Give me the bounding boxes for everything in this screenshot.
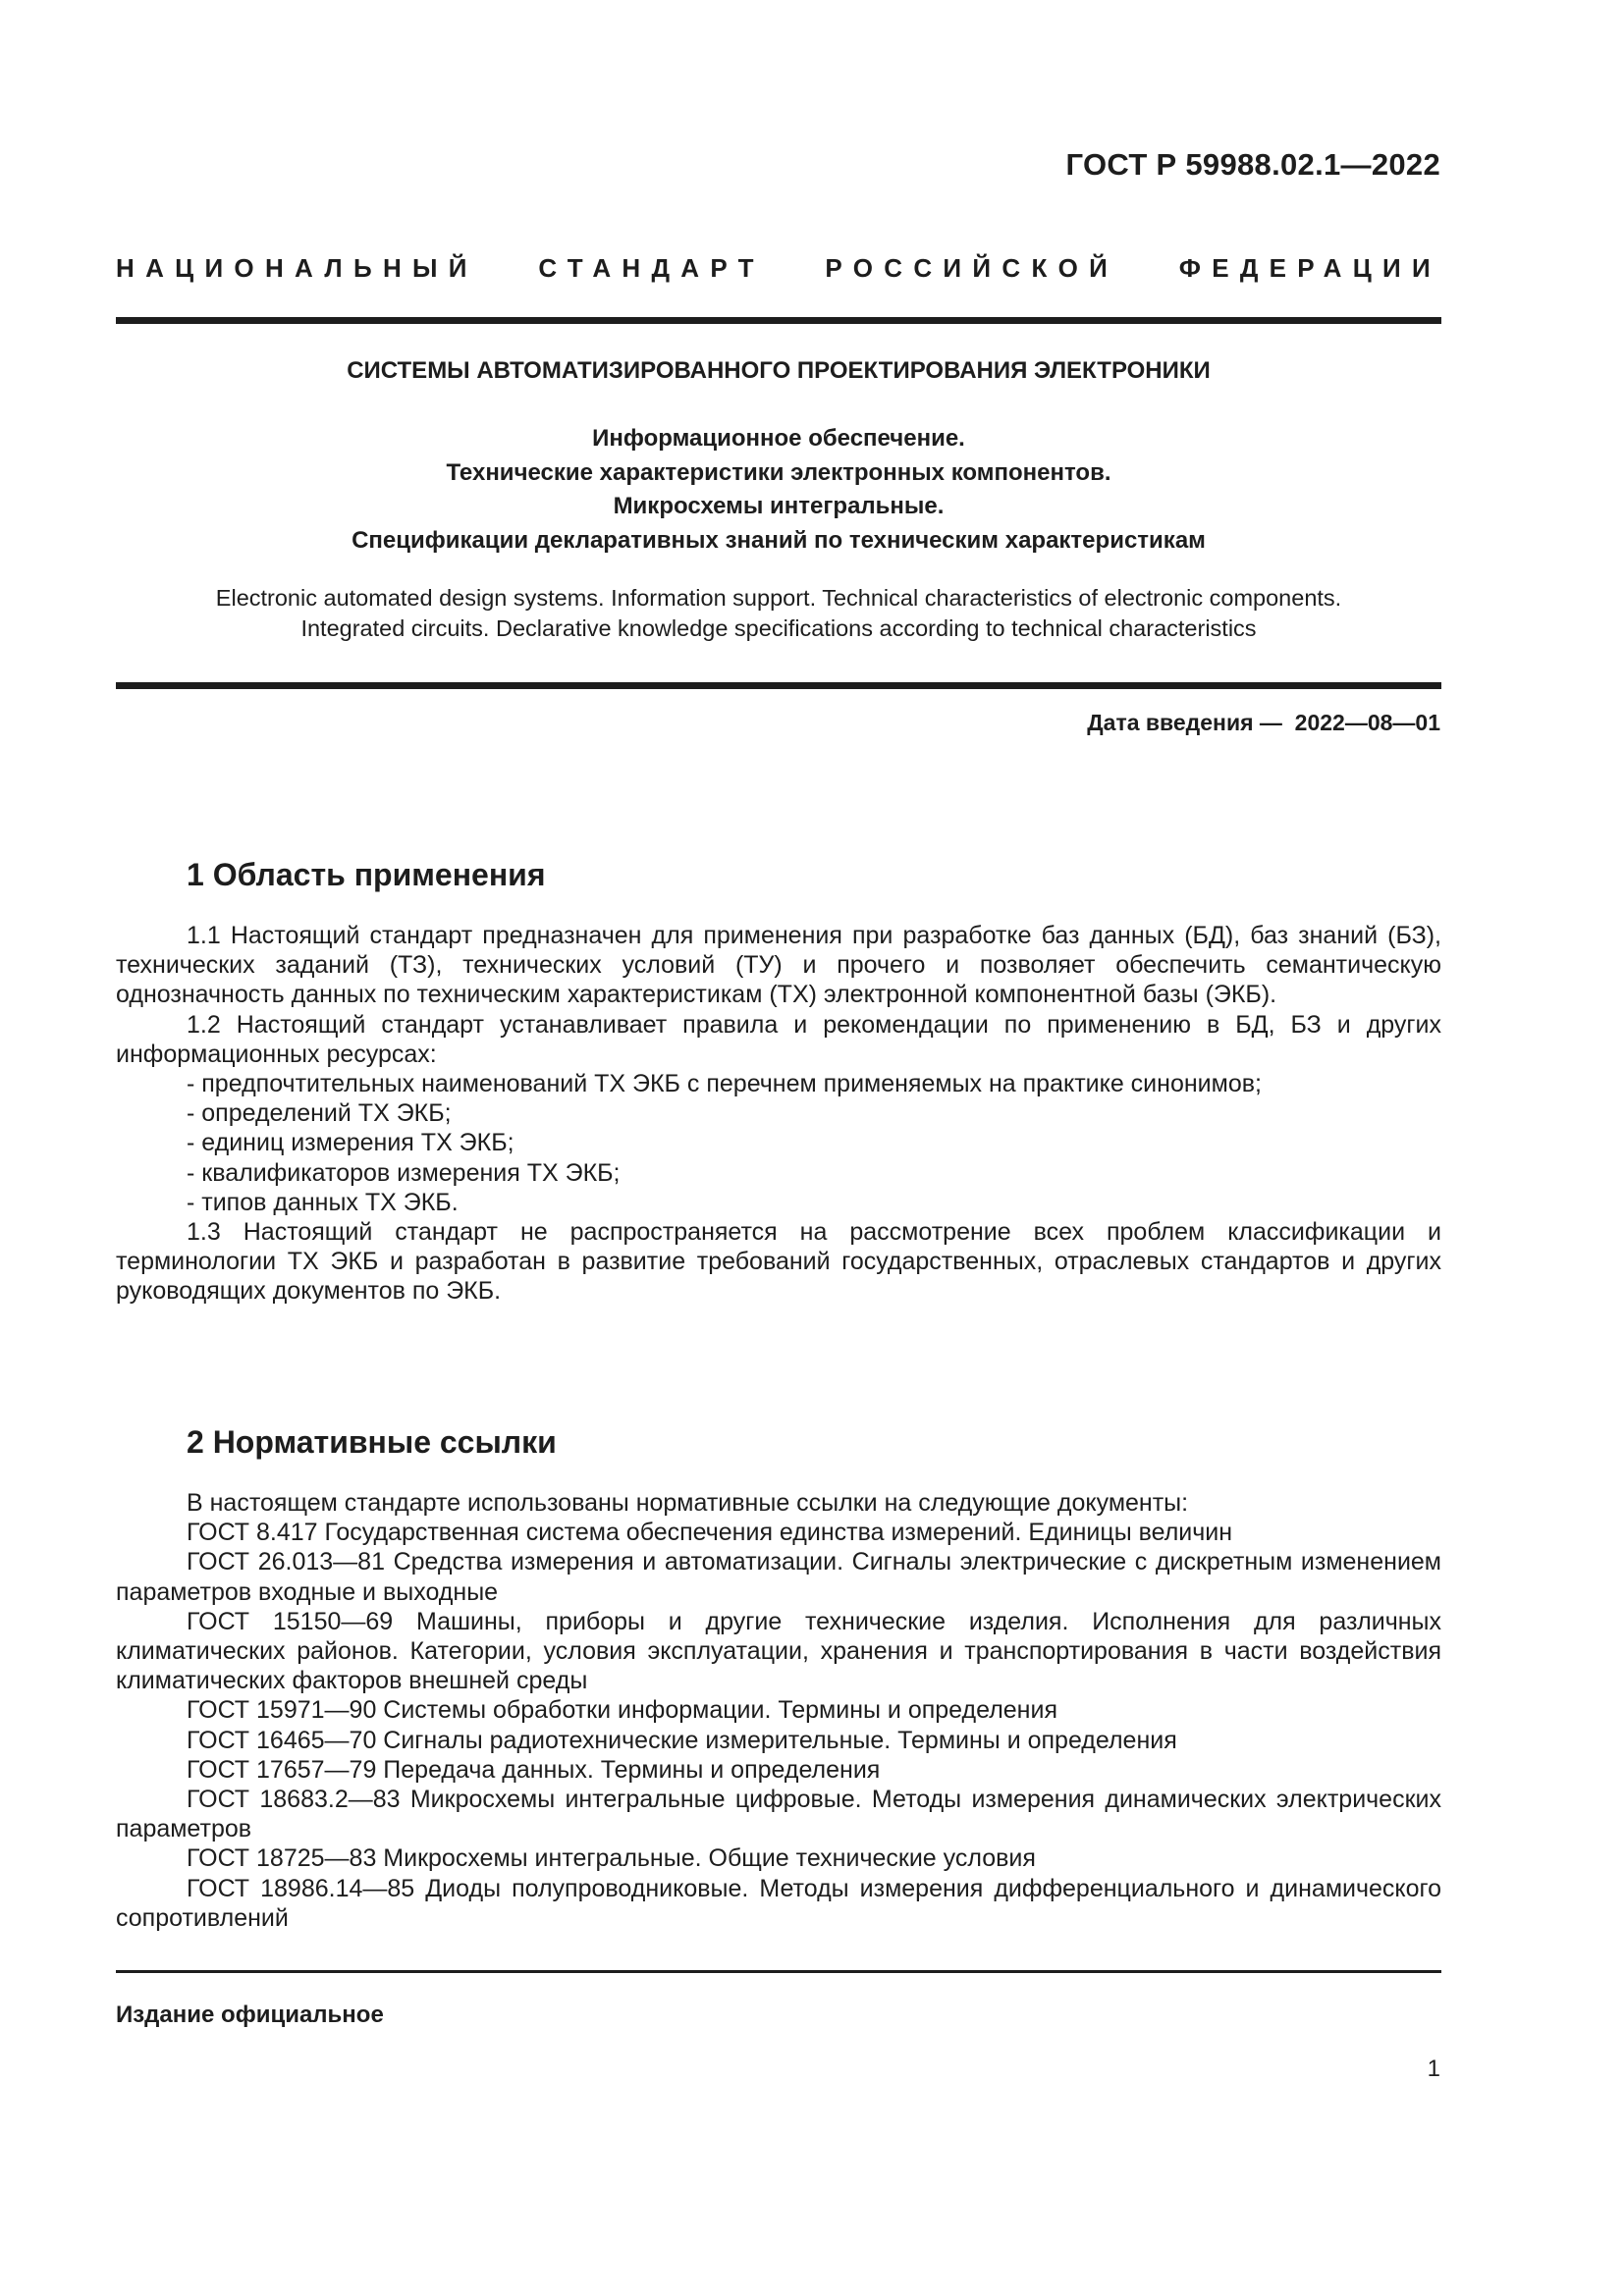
document-title: СИСТЕМЫ АВТОМАТИЗИРОВАННОГО ПРОЕКТИРОВАНИЯ ЭЛЕКТРОНИКИ [347,357,1211,384]
title-rule [116,682,1441,689]
introduction-date: Дата введения — 2022—08—01 [1087,710,1440,735]
reference-item: ГОСТ 15971—90 Системы обработки информации. Термины и определения [187,1696,1057,1725]
reference-item: ГОСТ 8.417 Государственная система обеспечения единства измерений. Единицы величин [187,1519,1233,1547]
list-item: - типов данных ТХ ЭКБ. [187,1188,459,1216]
header-rule [116,317,1441,324]
subtitle-line: Технические характеристики электронных компонентов. [446,458,1111,486]
document-subtitle [116,422,1441,558]
reference-item: ГОСТ 17657—79 Передача данных. Термины и определения [187,1755,881,1784]
list-item: - единиц измерения ТХ ЭКБ; [187,1129,514,1157]
paragraph-1-1: 1.1 Настоящий стандарт предназначен для применения при разработке баз данных (БД), баз знаний (БЗ), технических заданий (ТЗ), технических условий (ТУ) и прочего и позволяет обеспечить семантическую однозначность данных по техническим характеристикам (ТХ) электронной компонентной базы (ЭКБ). [116,922,1441,1009]
english-title-line: Integrated circuits. Declarative knowledge specifications according to technical characteristics [300,615,1257,641]
official-edition-label: Издание официальное [116,2002,384,2028]
subtitle-line: Микросхемы интегральные. [613,493,945,519]
section-2-heading: 2 Нормативные ссылки [187,1424,557,1460]
reference-item: ГОСТ 18683.2—83 Микросхемы интегральные цифровые. Методы измерения динамических электрических параметров [116,1786,1441,1843]
reference-item: ГОСТ 26.013—81 Средства измерения и автоматизации. Сигналы электрические с дискретным изменением параметров входные и выходные [116,1548,1441,1606]
reference-item: ГОСТ 15150—69 Машины, приборы и другие технические изделия. Исполнения для различных климатических районов. Категории, условия эксплуатации, хранения и транспортирования в части воздействия климатических факторов внешней среды [116,1607,1441,1695]
list-item: - квалификаторов измерения ТХ ЭКБ; [187,1158,621,1187]
section-1-heading: 1 Область применения [187,857,546,892]
paragraph-1-2: 1.2 Настоящий стандарт устанавливает правила и рекомендации по применению в БД, БЗ и других информационных ресурсах: [116,1010,1441,1068]
list-item: - предпочтительных наименований ТХ ЭКБ с перечнем применяемых на практике синонимов; [187,1070,1262,1098]
subtitle-line: Спецификации декларативных знаний по техническим характеристикам [352,526,1206,554]
national-standard-banner: НАЦИОНАЛЬНЫЙ СТАНДАРТ РОССИЙСКОЙ ФЕДЕРАЦИИ [116,253,1441,283]
english-title-line: Electronic automated design systems. Information support. Technical characteristics of electronic components. [215,585,1342,611]
document-number: ГОСТ Р 59988.02.1—2022 [1065,147,1440,182]
footer-rule [116,1970,1441,1973]
paragraph-1-3: 1.3 Настоящий стандарт не распространяется на рассмотрение всех проблем классификации и терминологии ТХ ЭКБ и разработан в развитие требований государственных, отраслевых стандартов и других руководящих документов по ЭКБ. [116,1218,1441,1306]
section-2-body [116,1488,1441,1933]
subtitle-line: Информационное обеспечение. [592,425,965,452]
reference-item: ГОСТ 18725—83 Микросхемы интегральные. Общие технические условия [187,1844,1036,1873]
references-intro: В настоящем стандарте использованы нормативные ссылки на следующие документы: [187,1489,1189,1517]
list-item: - определений ТХ ЭКБ; [187,1099,452,1128]
page-number: 1 [1427,2056,1440,2082]
reference-item: ГОСТ 18986.14—85 Диоды полупроводниковые. Методы измерения дифференциального и динамического сопротивлений [116,1874,1441,1932]
reference-item: ГОСТ 16465—70 Сигналы радиотехнические измерительные. Термины и определения [187,1726,1177,1754]
english-title [116,583,1441,644]
section-1-body [116,921,1441,1307]
